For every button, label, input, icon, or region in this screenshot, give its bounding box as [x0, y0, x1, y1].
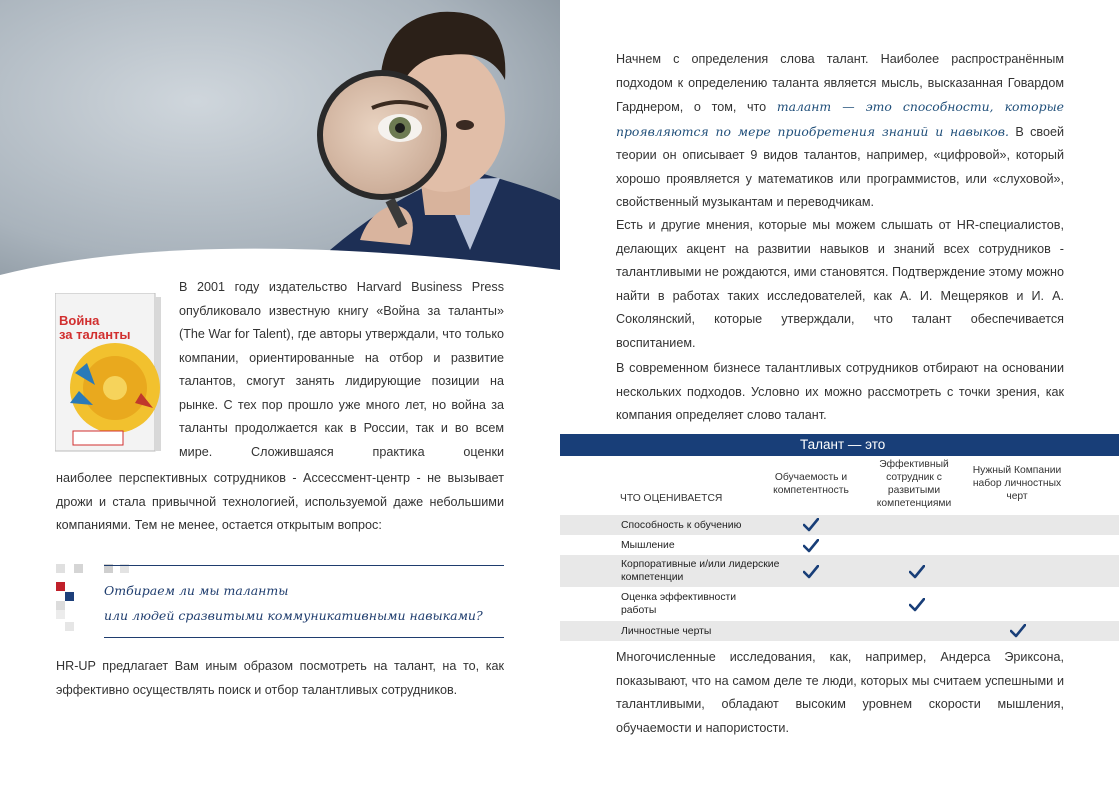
column-header-3: Нужный Компании набор личностных черт	[972, 465, 1062, 502]
table-row	[560, 555, 1119, 587]
checkmark-icon	[803, 518, 819, 532]
p1-end: В своей теории он описывает 9 видов талантов, например, «цифровой», который хорошо проявляется у математиков или программистов, или «слуховой», свойственный музыкантам и переводчикам.	[616, 124, 1064, 209]
table-row	[560, 621, 1119, 641]
row-label: Корпоративные и/или лидерские компетенции	[621, 559, 780, 583]
table-row	[560, 587, 1119, 621]
table-row-header: ЧТО ОЦЕНИВАЕТСЯ	[620, 493, 723, 504]
hr-opinion-paragraph: Есть и другие мнения, которые мы можем слышать от HR-специалистов, делающих акцент на развитии навыков и знаний всех сотрудников - талантливыми не рождаются, ими становятся. Подтверждение этому можно найти в работах таких исследователей, как А. И. Мещеряков и И. А. Соколянский, которые утверждали, что талант обеспечивается воспитанием.	[616, 218, 1064, 350]
quote-line-2: или людей сразвитыми коммуникативными навыками?	[104, 608, 483, 623]
hero-photo	[0, 0, 560, 290]
closing-paragraph: HR-UP предлагает Вам иным образом посмотреть на талант, на то, как эффективно осуществлять поиск и отбор талантливых сотрудников.	[56, 659, 504, 697]
column-header-1: Обучаемость и компетентность	[773, 472, 849, 496]
quote-divider-top	[104, 565, 504, 566]
svg-text:за таланты: за таланты	[59, 327, 131, 342]
checkmark-icon	[803, 565, 819, 579]
talent-table-title: Талант — это	[560, 434, 1119, 456]
book-cover-image	[55, 293, 161, 453]
checkmark-icon	[803, 539, 819, 553]
row-label: Мышление	[621, 540, 675, 551]
definition-paragraph	[616, 48, 1064, 215]
intro-paragraph: В 2001 году издательство Harvard Business Press опубликовало известную книгу «Война за таланты» (The War for Talent), где авторы утверждали, что только компании, ориентированные на отбор и развитие талантов, смогут занять лидирующие позиции на рынке. С тех пор прошло уже много лет, но война за таланты продолжается как в России, так и во всем мире. Сложившаяся практика оценки	[179, 280, 504, 459]
p1-start: Начнем с определения слова талант. Наиболее распространённым подходом к определению таланта является мысль, высказанная Говардом Гарднером, о том, что	[616, 52, 1064, 114]
checkmark-icon	[909, 598, 925, 612]
quote-block	[104, 578, 524, 628]
research-paragraph: Многочисленные исследования, как, например, Андерса Эриксона, показывают, что на самом деле те люди, которых мы считаем успешными и талантливыми, обладают высоким уровнем скорости мышления, обучаемости и напористости.	[616, 650, 1064, 735]
svg-text:Война: Война	[59, 313, 100, 328]
checkmark-icon	[909, 565, 925, 579]
checkmark-icon	[1010, 624, 1026, 638]
talent-definition-quote: талант — это способности, которые проявляются по мере приобретения знаний и навыков.	[616, 99, 1064, 139]
quote-line-1: Отбираем ли мы таланты	[104, 583, 289, 598]
table-row	[560, 515, 1119, 535]
quote-divider-bottom	[104, 637, 504, 638]
modern-business-paragraph: В современном бизнесе талантливых сотрудников отбирают на основании нескольких подходов. Условно их можно рассмотреть с точки зрения, как компания определяет слово талант.	[616, 361, 1064, 422]
row-label: Личностные черты	[621, 626, 712, 637]
row-label: Оценка эффективности работы	[621, 592, 737, 616]
intro-continuation: наиболее перспективных сотрудников - Ассессмент-центр - не вызывает дрожи и стала привычной технологией, используемой даже небольшими компаниями. Тем не менее, остается открытым вопрос:	[56, 471, 504, 532]
table-row	[560, 535, 1119, 555]
row-label: Способность к обучению	[621, 520, 742, 531]
column-header-2: Эффективный сотрудник с развитыми компетенциями	[876, 459, 952, 509]
